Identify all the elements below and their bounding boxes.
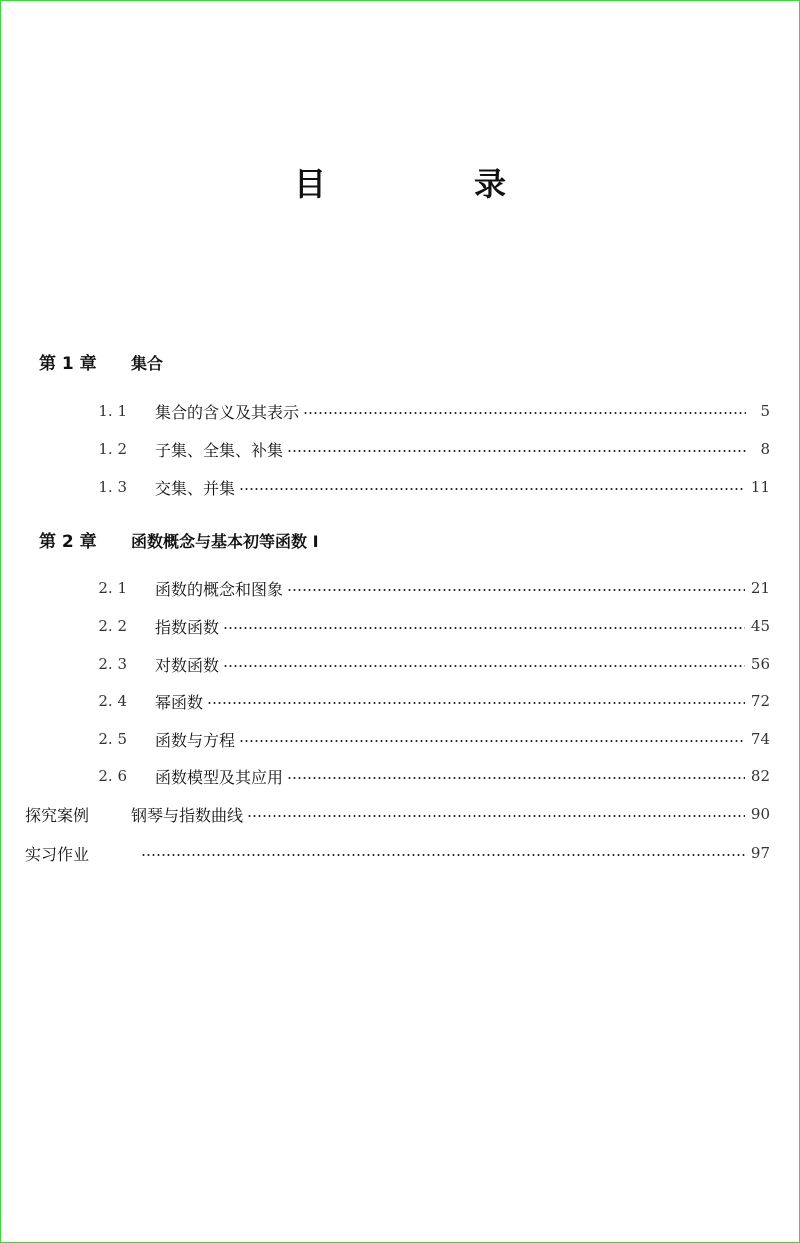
chapter-number: 第 2 章 (39, 532, 97, 552)
dot-leader (207, 702, 745, 704)
section-number: 实习作业 (25, 844, 90, 864)
section-title: 集合的含义及其表示 (155, 402, 300, 422)
section-title: 钢琴与指数曲线 (131, 805, 244, 825)
section-number: 2. 5 (98, 730, 127, 748)
page-number: 56 (750, 655, 770, 673)
page-number: 11 (750, 478, 770, 496)
toc-entry[interactable] (25, 840, 770, 866)
section-title: 对数函数 (155, 655, 220, 675)
dot-leader (223, 665, 745, 667)
toc-entry[interactable] (25, 398, 770, 424)
page-number: 8 (760, 440, 770, 458)
toc-entry[interactable] (25, 436, 770, 462)
section-number: 1. 1 (98, 402, 127, 420)
page-number: 74 (750, 730, 770, 748)
section-title: 指数函数 (155, 617, 220, 637)
page-title: 目 录 (293, 165, 564, 203)
page-number: 72 (750, 692, 770, 710)
toc-entry[interactable] (25, 651, 770, 677)
page-number: 45 (750, 617, 770, 635)
chapter-heading (39, 349, 163, 374)
dot-leader (247, 815, 745, 817)
dot-leader (287, 589, 745, 591)
section-title: 函数模型及其应用 (155, 767, 284, 787)
page-number: 97 (750, 844, 770, 862)
toc-entry[interactable] (25, 474, 770, 500)
dot-leader (141, 854, 745, 856)
dot-leader (287, 450, 746, 452)
section-title: 子集、全集、补集 (155, 440, 284, 460)
dot-leader (303, 412, 746, 414)
toc-entry[interactable] (25, 726, 770, 752)
chapter-title: 集合 (131, 354, 164, 373)
toc-entry[interactable] (25, 575, 770, 601)
page-number: 82 (750, 767, 770, 785)
dot-leader (239, 740, 745, 742)
toc-entry[interactable] (25, 613, 770, 639)
section-number: 2. 6 (98, 767, 127, 785)
section-title: 幂函数 (155, 692, 204, 712)
chapter-heading (39, 527, 319, 552)
dot-leader (287, 777, 745, 779)
section-number: 2. 3 (98, 655, 127, 673)
dot-leader (239, 488, 745, 490)
page-number: 21 (750, 579, 770, 597)
section-number: 2. 2 (98, 617, 127, 635)
toc-entry[interactable] (25, 763, 770, 789)
toc-entry[interactable] (25, 801, 770, 827)
chapter-number: 第 1 章 (39, 354, 97, 374)
section-number: 1. 3 (98, 478, 127, 496)
dot-leader (223, 627, 745, 629)
page-number: 5 (760, 402, 770, 420)
section-number: 探究案例 (25, 805, 90, 825)
section-number: 2. 1 (98, 579, 127, 597)
section-title: 函数与方程 (155, 730, 236, 750)
section-title: 交集、并集 (155, 478, 236, 498)
section-number: 1. 2 (98, 440, 127, 458)
chapter-title: 函数概念与基本初等函数 I (131, 532, 319, 551)
toc-entry[interactable] (25, 688, 770, 714)
section-title: 函数的概念和图象 (155, 579, 284, 599)
section-number: 2. 4 (98, 692, 127, 710)
page-number: 90 (750, 805, 770, 823)
